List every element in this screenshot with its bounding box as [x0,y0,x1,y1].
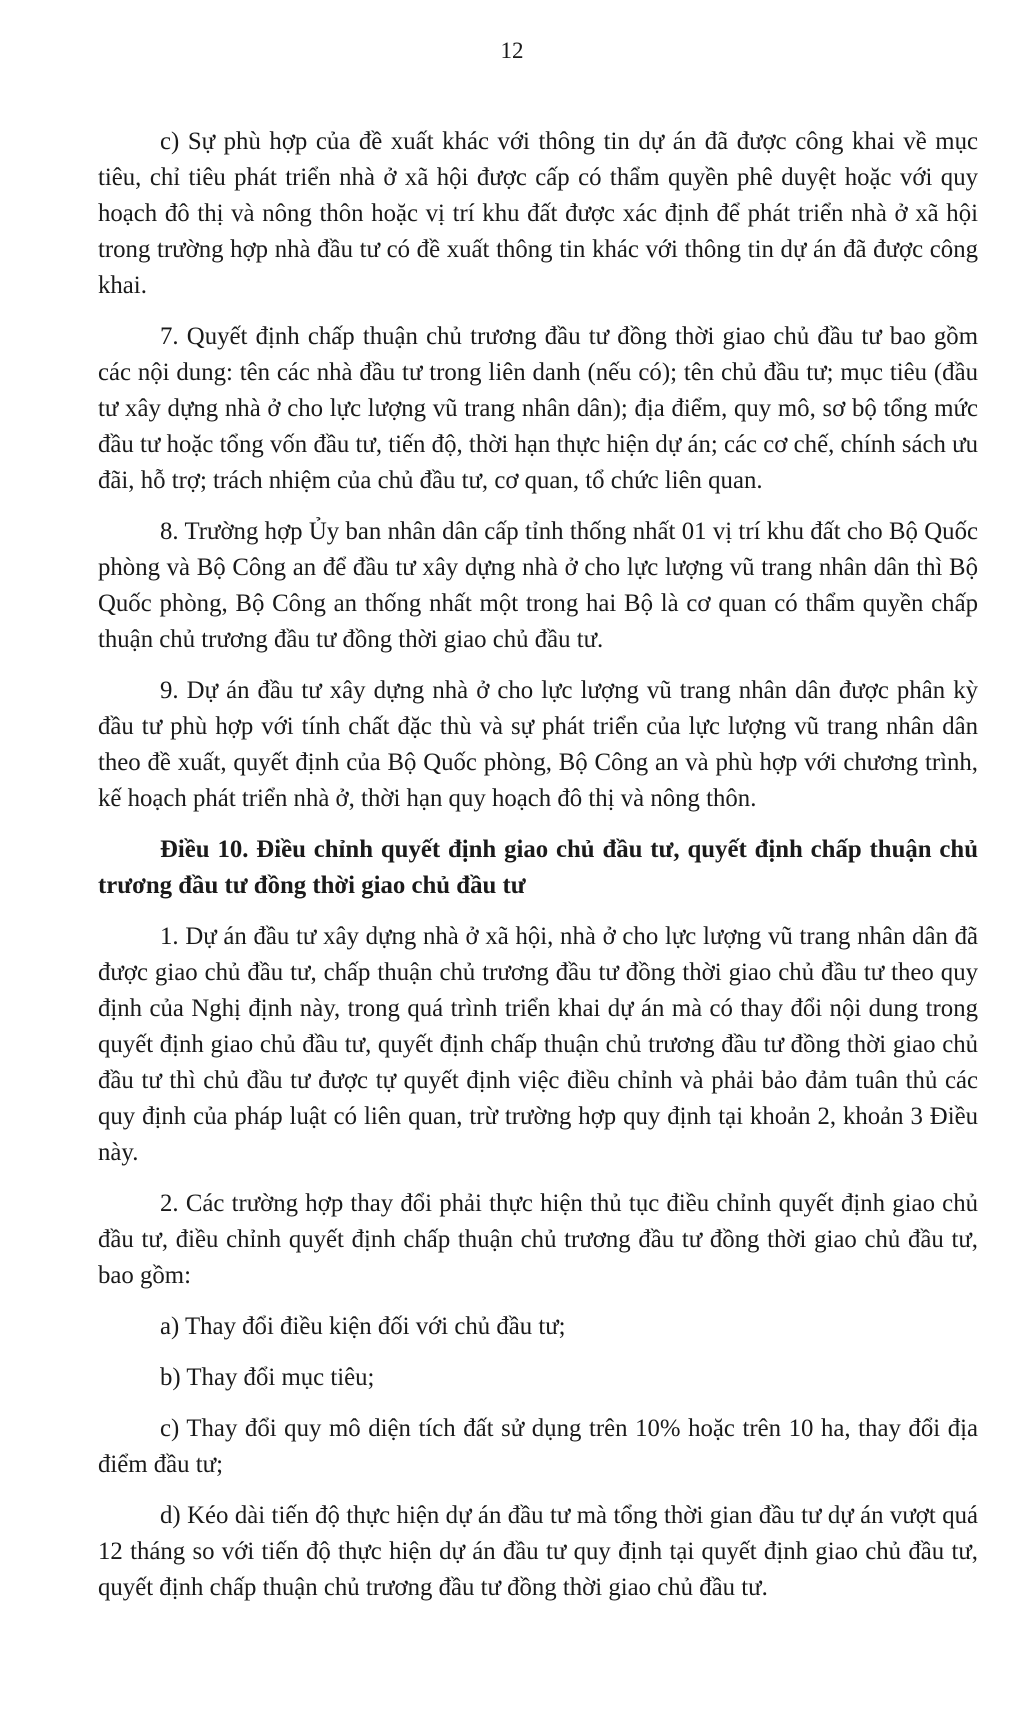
clause-2-item-d: d) Kéo dài tiến độ thực hiện dự án đầu tư mà tổng thời gian đầu tư dự án vượt quá 12 tháng so với tiến độ thực hiện dự án đầu tư quy định tại quyết định giao chủ đầu tư, quyết định chấp thuận chủ trương đầu tư đồng thời giao chủ đầu tư. [98,1502,978,1601]
paragraph-6c: c) Sự phù hợp của đề xuất khác với thông tin dự án đã được công khai về mục tiêu, chỉ tiêu phát triển nhà ở xã hội được cấp có thẩm quyền phê duyệt hoặc với quy hoạch đô thị và nông thôn hoặc vị trí khu đất được xác định để phát triển nhà ở xã hội trong trường hợp nhà đầu tư có đề xuất thông tin khác với thông tin dự án đã được công khai. [98,128,978,299]
clause-2-item-b: b) Thay đổi mục tiêu; [160,1364,375,1391]
clause-2-item-c: c) Thay đổi quy mô diện tích đất sử dụng trên 10% hoặc trên 10 ha, thay đổi địa điểm đầu tư; [98,1415,978,1478]
paragraph-7: 7. Quyết định chấp thuận chủ trương đầu tư đồng thời giao chủ đầu tư bao gồm các nội dung: tên các nhà đầu tư trong liên danh (nếu có); tên chủ đầu tư; mục tiêu (đầu tư xây dựng nhà ở cho lực lượng vũ trang nhân dân); địa điểm, quy mô, sơ bộ tổng mức đầu tư hoặc tổng vốn đầu tư, tiến độ, thời hạn thực hiện dự án; các cơ chế, chính sách ưu đãi, hỗ trợ; trách nhiệm của chủ đầu tư, cơ quan, tổ chức liên quan. [98,323,978,494]
page-number: 12 [500,38,524,63]
document-body [98,124,978,1621]
paragraph-8: 8. Trường hợp Ủy ban nhân dân cấp tỉnh thống nhất 01 vị trí khu đất cho Bộ Quốc phòng và Bộ Công an để đầu tư xây dựng nhà ở cho lực lượng vũ trang nhân dân thì Bộ Quốc phòng, Bộ Công an thống nhất một trong hai Bộ là cơ quan có thẩm quyền chấp thuận chủ trương đầu tư đồng thời giao chủ đầu tư. [98,518,978,653]
clause-2-item-a: a) Thay đổi điều kiện đối với chủ đầu tư; [160,1313,566,1340]
paragraph-9: 9. Dự án đầu tư xây dựng nhà ở cho lực lượng vũ trang nhân dân được phân kỳ đầu tư phù hợp với tính chất đặc thù và sự phát triển của lực lượng vũ trang nhân dân theo đề xuất, quyết định của Bộ Quốc phòng, Bộ Công an và phù hợp với chương trình, kế hoạch phát triển nhà ở, thời hạn quy hoạch đô thị và nông thôn. [98,677,978,812]
article-10-clause-2: 2. Các trường hợp thay đổi phải thực hiện thủ tục điều chỉnh quyết định giao chủ đầu tư, điều chỉnh quyết định chấp thuận chủ trương đầu tư đồng thời giao chủ đầu tư, bao gồm: [98,1190,978,1289]
article-10-heading: Điều 10. Điều chỉnh quyết định giao chủ đầu tư, quyết định chấp thuận chủ trương đầu tư đồng thời giao chủ đầu tư [98,836,978,899]
article-10-clause-1: 1. Dự án đầu tư xây dựng nhà ở xã hội, nhà ở cho lực lượng vũ trang nhân dân đã được giao chủ đầu tư, chấp thuận chủ trương đầu tư đồng thời giao chủ đầu tư theo quy định của Nghị định này, trong quá trình triển khai dự án mà có thay đổi nội dung trong quyết định giao chủ đầu tư, quyết định chấp thuận chủ trương đầu tư đồng thời giao chủ đầu tư thì chủ đầu tư được tự quyết định việc điều chỉnh và phải bảo đảm tuân thủ các quy định của pháp luật có liên quan, trừ trường hợp quy định tại khoản 2, khoản 3 Điều này. [98,923,978,1166]
